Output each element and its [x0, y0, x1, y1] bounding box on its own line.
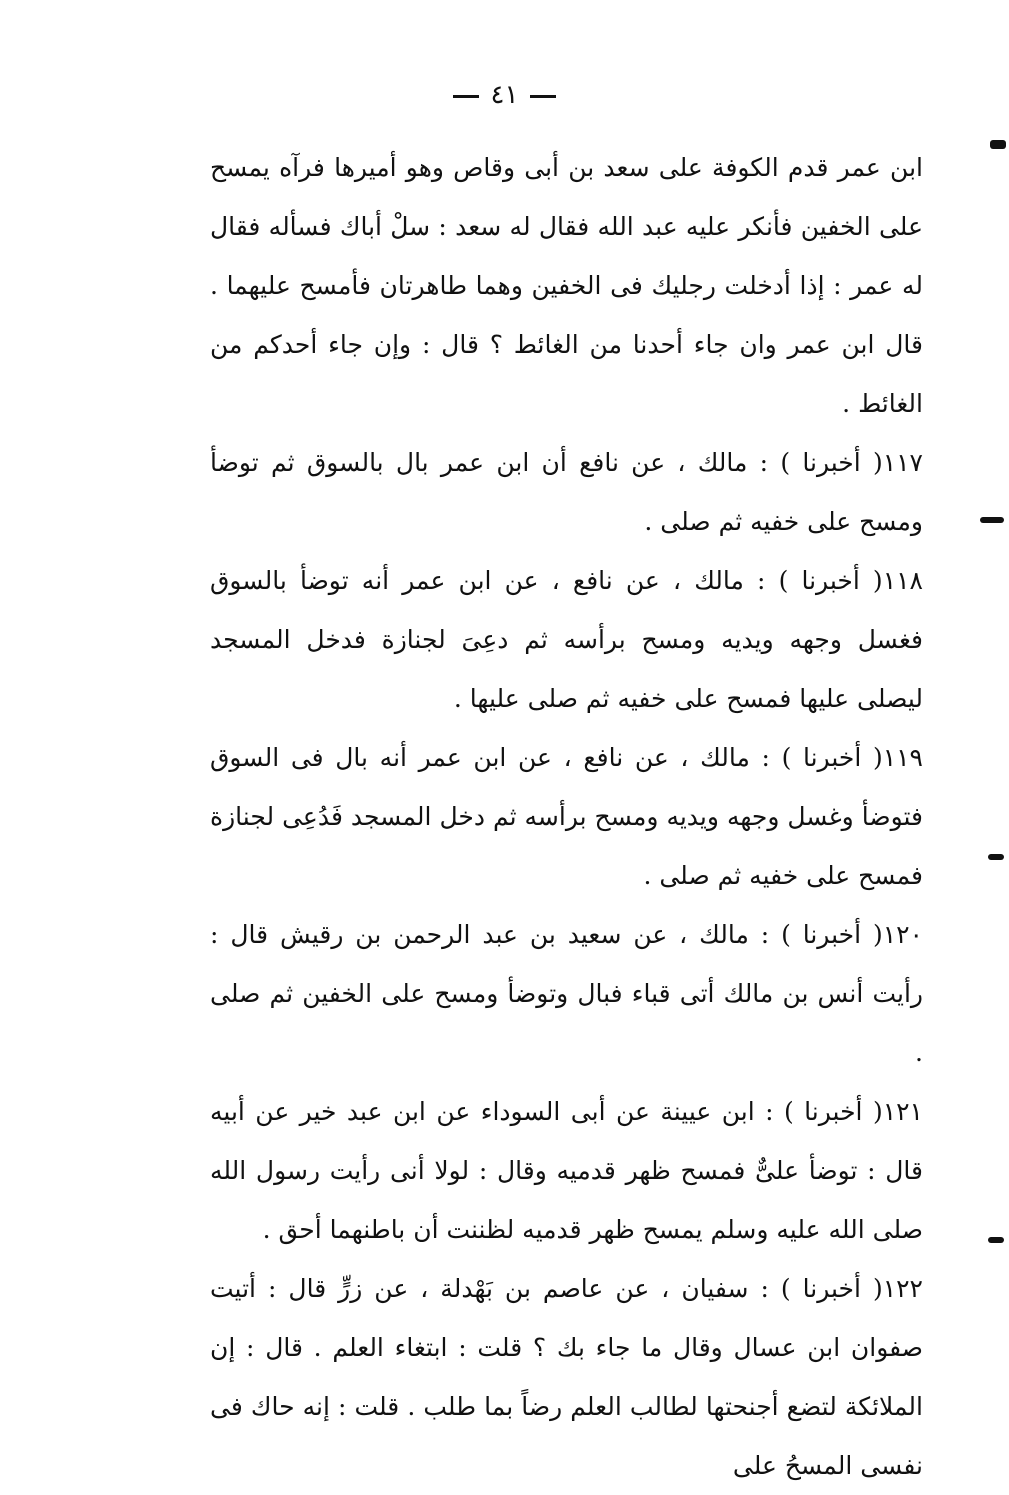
- page-number-dash-right: [453, 95, 479, 98]
- body-text: [210, 138, 923, 1495]
- margin-mark: [988, 854, 1004, 860]
- paragraph-hadith-122: ١٢٢( أخبرنا ) : سفيان ، عن عاصم بن بَهْدلة ، عن زرٍّ قال : أتيت صفوان ابن عسال وقال ما جاء بك ؟ قلت : ابتغاء العلم . قال : إن الملائكة لتضع أجنحتها لطالب العلم رضاً بما طلب . قلت : إنه حاك فى نفسى المسحُ على: [210, 1274, 923, 1480]
- paragraph-hadith-118: ١١٨( أخبرنا ) : مالك ، عن نافع ، عن ابن عمر أنه توضأ بالسوق فغسل وجهه ويديه ومسح برأسه ثم دعِىَ لجنازة فدخل المسجد ليصلى عليها فمسح على خفيه ثم صلى عليها .: [210, 566, 923, 713]
- page-number-value: ٤١: [490, 80, 519, 110]
- paragraph-continuation: ابن عمر قدم الكوفة على سعد بن أبى وقاص وهو أميرها فرآه يمسح على الخفين فأنكر عليه عبد الله فقال له سعد : سلْ أباك فسأله فقال له عمر : إذا أدخلت رجليك فى الخفين وهما طاهرتان فأمسح عليهما . قال ابن عمر وان جاء أحدنا من الغائط ؟ قال : وإن جاء أحدكم من الغائط .: [210, 153, 923, 418]
- margin-mark: [988, 1237, 1004, 1243]
- paragraph-hadith-120: ١٢٠( أخبرنا ) : مالك ، عن سعيد بن عبد الرحمن بن رقيش قال : رأيت أنس بن مالك أتى قباء فبال وتوضأ ومسح على الخفين ثم صلى .: [210, 920, 923, 1067]
- margin-mark: [980, 517, 1004, 523]
- paragraph-hadith-117: ١١٧( أخبرنا ) : مالك ، عن نافع أن ابن عمر بال بالسوق ثم توضأ ومسح على خفيه ثم صلى .: [210, 448, 923, 536]
- page-number-dash-left: [530, 95, 556, 98]
- paragraph-hadith-119: ١١٩( أخبرنا ) : مالك ، عن نافع ، عن ابن عمر أنه بال فى السوق فتوضأ وغسل وجهه ويديه ومسح برأسه ثم دخل المسجد فَدُعِى لجنازة فمسح على خفيه ثم صلى .: [210, 743, 923, 890]
- paragraph-hadith-121: ١٢١( أخبرنا ) : ابن عيينة عن أبى السوداء عن ابن عبد خير عن أبيه قال : توضأ علىٌّ فمسح ظهر قدميه وقال : لولا أنى رأيت رسول الله صلى الله عليه وسلم يمسح ظهر قدميه لظننت أن باطنهما أحق .: [210, 1097, 923, 1244]
- page-number: [0, 78, 1009, 112]
- margin-mark: [990, 140, 1006, 149]
